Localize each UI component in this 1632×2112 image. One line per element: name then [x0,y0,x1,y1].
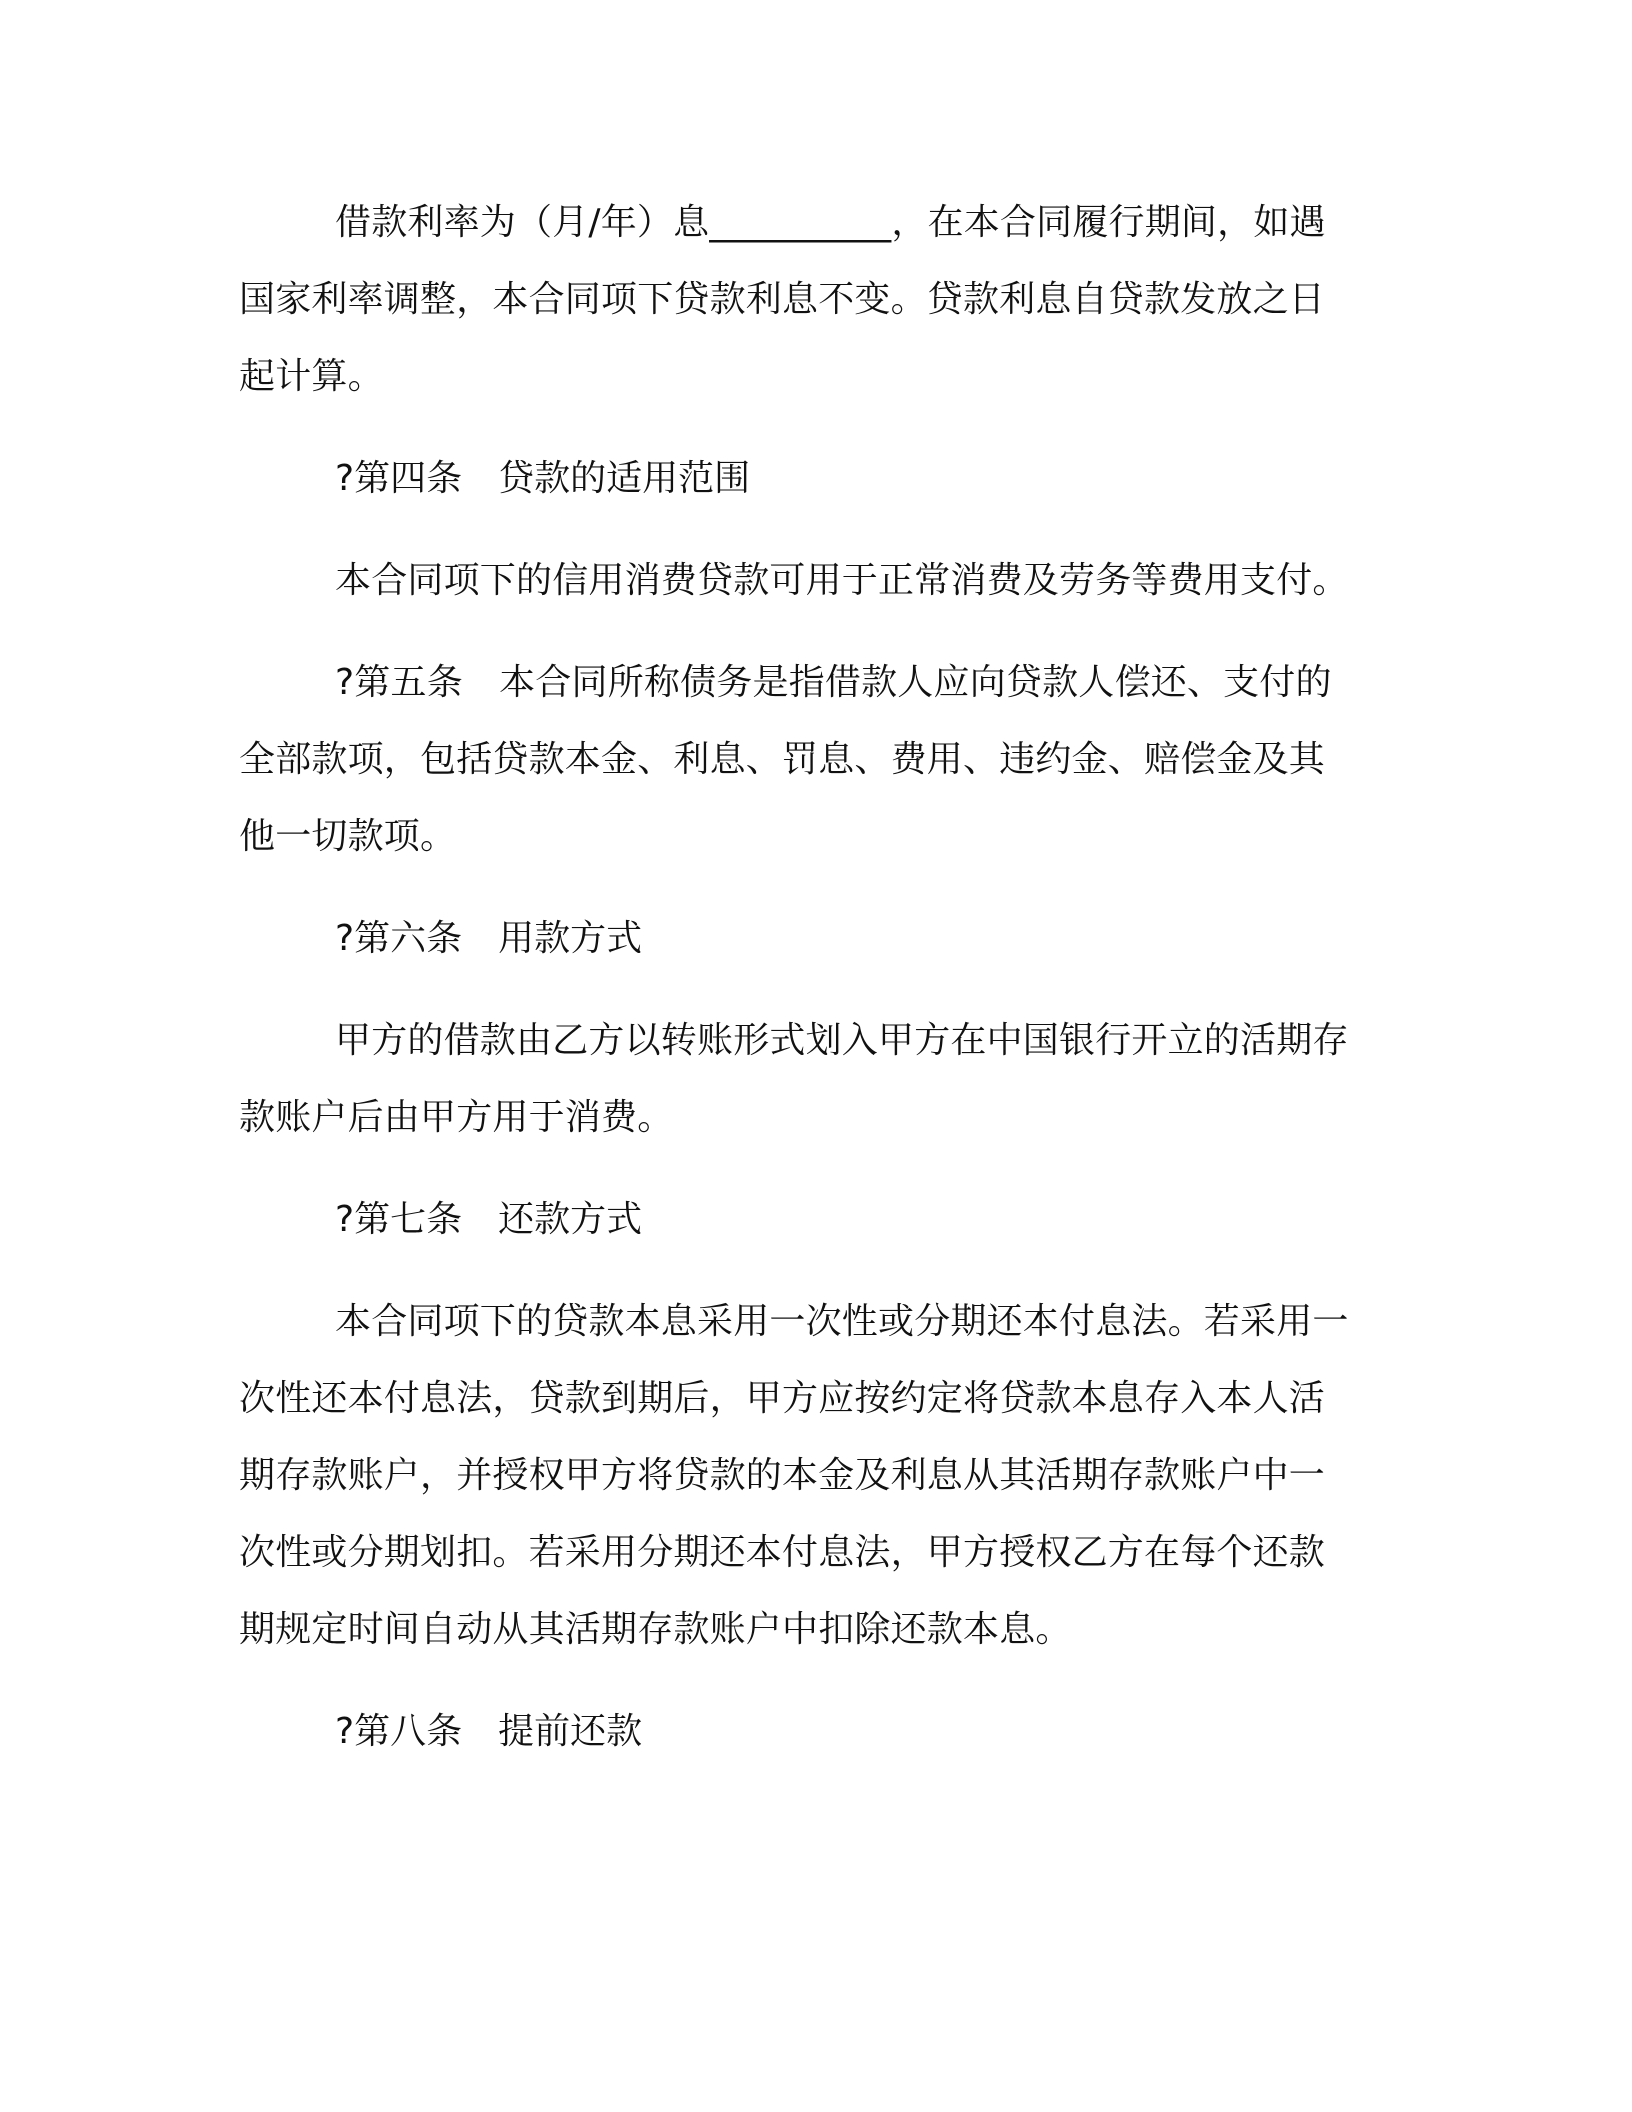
text-line: 次性或分期划扣。若采用分期还本付息法，甲方授权乙方在每个还款 [239,1532,1326,1573]
text-line: 起计算。 [239,356,384,397]
article-4-heading: ?第四条 贷款的适用范围 [335,458,751,499]
text-line: 次性还本付息法，贷款到期后，甲方应按约定将贷款本息存入本人活 [239,1378,1326,1419]
text-line: 他一切款项。 [239,816,457,857]
text-line: ?第五条 本合同所称债务是指借款人应向贷款人偿还、支付的 [335,662,1332,703]
paragraph-gap [239,977,1389,1002]
paragraph-disbursement [239,1002,1389,1156]
text-line: 国家利率调整，本合同项下贷款利息不变。贷款利息自贷款发放之日 [239,279,1326,320]
text-line: 借款利率为（月/年）息__________，在本合同履行期间，如遇 [335,202,1326,243]
text-line: 甲方的借款由乙方以转账形式划入甲方在中国银行开立的活期存 [335,1020,1349,1061]
paragraph-gap [239,1258,1389,1283]
paragraph-gap [239,619,1389,644]
article-8-heading: ?第八条 提前还款 [335,1711,643,1752]
article-6-heading: ?第六条 用款方式 [335,918,643,959]
paragraph-gap [239,517,1389,542]
paragraph-gap [239,875,1389,900]
paragraph-gap [239,1668,1389,1693]
paragraph-loan-usage [239,542,1389,619]
text-line: 期规定时间自动从其活期存款账户中扣除还款本息。 [239,1609,1072,1650]
paragraph-gap [239,415,1389,440]
text-line: 期存款账户，并授权甲方将贷款的本金及利息从其活期存款账户中一 [239,1455,1326,1496]
article-7-heading: ?第七条 还款方式 [335,1199,643,1240]
text-line: 款账户后由甲方用于消费。 [239,1097,674,1138]
article-5-paragraph [239,644,1389,875]
paragraph-interest-rate [239,184,1389,415]
text-line: 本合同项下的贷款本息采用一次性或分期还本付息法。若采用一 [335,1301,1349,1342]
paragraph-repayment [239,1283,1389,1668]
text-line: 本合同项下的信用消费贷款可用于正常消费及劳务等费用支付。 [335,560,1349,601]
paragraph-gap [239,1156,1389,1181]
document-body [239,184,1389,1770]
text-line: 全部款项，包括贷款本金、利息、罚息、费用、违约金、赔偿金及其 [239,739,1326,780]
